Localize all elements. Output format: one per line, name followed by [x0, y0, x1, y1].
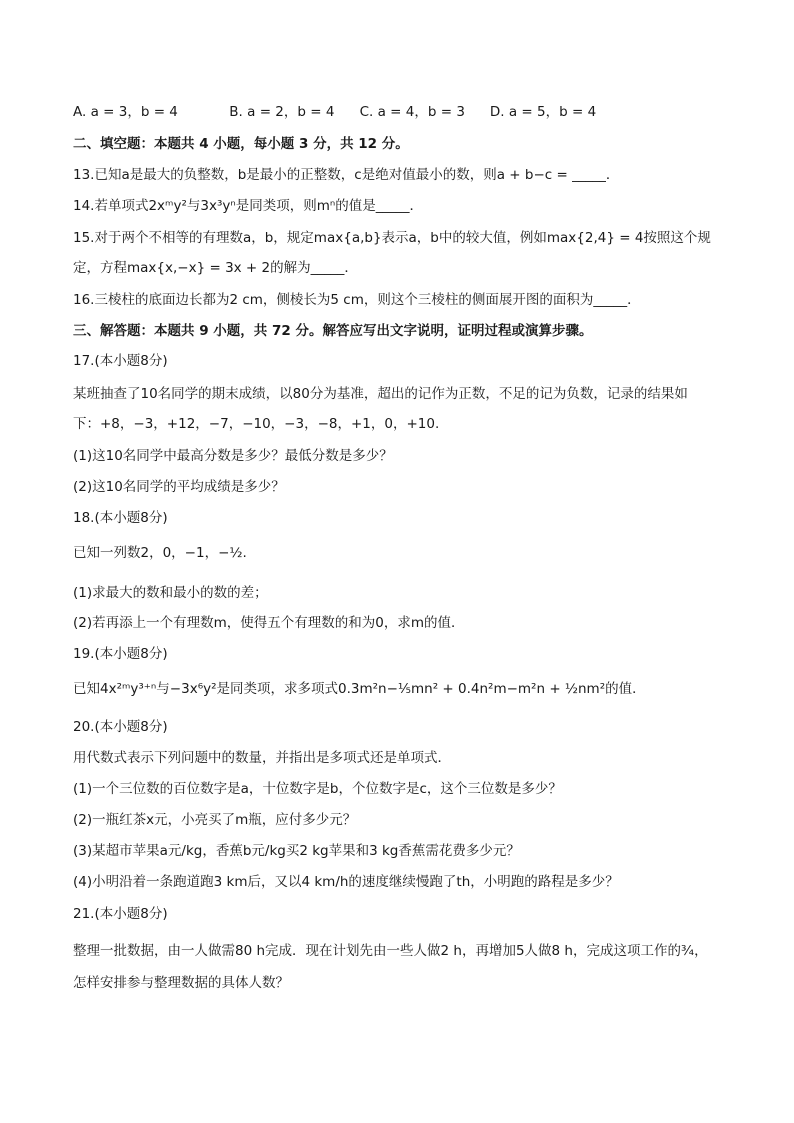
option-d: D. a = 5，b = 4 [489, 104, 597, 120]
question-18-sub-2: (2)若再添上一个有理数m，使得五个有理数的和为0，求m的值． [73, 615, 465, 631]
question-21-line-2: 怎样安排参与整理数据的具体人数？ [73, 975, 289, 991]
option-c: C. a = 4，b = 3 [359, 104, 465, 120]
question-17-sub-1: (1)这10名同学中最高分数是多少？最低分数是多少？ [73, 448, 393, 464]
question-20-sub-1: (1)一个三位数的百位数字是a，十位数字是b，个位数字是c，这个三位数是多少？ [73, 781, 562, 797]
question-15-line-1: 15.对于两个不相等的有理数a，b，规定max{a,b}表示a，b中的较大值，例如max{2,4} = 4按照这个规 [73, 230, 711, 246]
section-2-heading: 二、填空题：本题共 4 小题，每小题 3 分，共 12 分。 [73, 136, 409, 152]
question-17-line-2: 下：+8，−3，+12，−7，−10，−3，−8，+1，0，+10. [73, 416, 440, 432]
question-18-sub-1: (1)求最大的数和最小的数的差； [73, 585, 268, 601]
question-13: 13.已知a是最大的负整数，b是最小的正整数，c是绝对值最小的数，则a + b−c = _____． [73, 167, 620, 183]
question-17-sub-2: (2)这10名同学的平均成绩是多少？ [73, 479, 285, 495]
question-20-line-1: 用代数式表示下列问题中的数量，并指出是多项式还是单项式． [73, 750, 451, 766]
question-20-sub-2: (2)一瓶红茶x元，小亮买了m瓶，应付多少元？ [73, 812, 357, 828]
question-19-line-1: 已知4x²ᵐy³⁺ⁿ与−3x⁶y²是同类项，求多项式0.3m²n−⅕mn² + 0.4n²m−m²n + ½nm²的值． [73, 681, 646, 697]
question-17-line-1: 某班抽查了10名同学的期末成绩，以80分为基准，超出的记作为正数，不足的记为负数，记录的结果如 [73, 386, 688, 402]
question-18-title: 18.(本小题8分) [73, 510, 168, 526]
option-a: A. a = 3，b = 4 [73, 104, 178, 120]
question-20-sub-4: (4)小明沿着一条跑道跑3 km后，又以4 km/h的速度继续慢跑了th，小明跑的路程是多少？ [73, 874, 619, 890]
question-17-title: 17.(本小题8分) [73, 353, 168, 369]
question-18-line-1: 已知一列数2，0，−1，−½. [73, 545, 247, 561]
question-14: 14.若单项式2xᵐy²与3x³yⁿ是同类项，则mⁿ的值是_____． [73, 198, 423, 214]
question-15-line-2: 定，方程max{x,−x} = 3x + 2的解为_____． [73, 260, 358, 276]
section-3-heading: 三、解答题：本题共 9 小题，共 72 分。解答应写出文字说明，证明过程或演算步骤。 [73, 323, 593, 339]
question-21-line-1: 整理一批数据，由一人做需80 h完成．现在计划先由一些人做2 h，再增加5人做8 h，完成这项工作的¾， [73, 943, 708, 959]
question-19-title: 19.(本小题8分) [73, 646, 168, 662]
question-20-sub-3: (3)某超市苹果a元/kg，香蕉b元/kg买2 kg苹果和3 kg香蕉需花费多少元？ [73, 843, 520, 859]
option-b: B. a = 2，b = 4 [229, 104, 335, 120]
question-20-title: 20.(本小题8分) [73, 719, 168, 735]
choice-options-row [73, 103, 733, 121]
question-16: 16.三棱柱的底面边长都为2 cm，侧棱长为5 cm，则这个三棱柱的侧面展开图的面积为_____． [73, 292, 641, 308]
question-21-title: 21.(本小题8分) [73, 906, 168, 922]
